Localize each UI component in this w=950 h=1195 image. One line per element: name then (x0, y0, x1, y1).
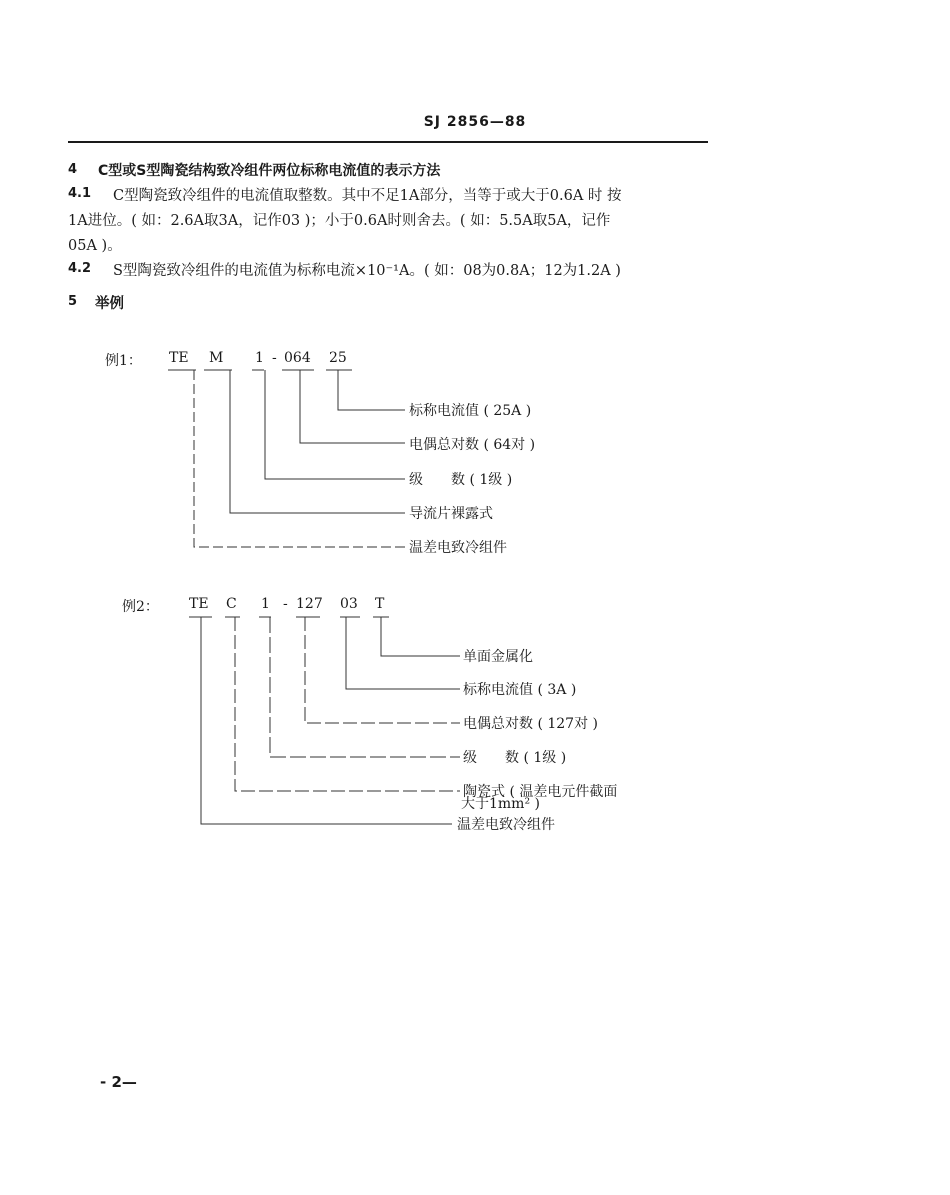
example-2-part-te: TE (189, 596, 209, 612)
section-4-title: C型或S型陶瓷结构致冷组件两位标称电流值的表示方法 (98, 163, 441, 179)
example-2-part-current: 03 (340, 596, 358, 612)
example-2-part-stages: 1 (261, 596, 270, 612)
para-4-1-line-3: 05A )。 (68, 238, 122, 254)
example-2-annotation-type-line-1: 陶瓷式 ( 温差电元件截面 (463, 784, 618, 800)
para-4-2-number: 4.2 (68, 261, 92, 276)
para-4-1-line-1: C型陶瓷致冷组件的电流值取整数。其中不足1A部分，当等于或大于0.6A 时 按 (113, 188, 622, 204)
example-2-annotation-current: 标称电流值 ( 3A ) (463, 682, 577, 698)
example-2-annotation-metallization: 单面金属化 (463, 649, 533, 665)
example-1-annotation-stages: 级 数 ( 1级 ) (409, 472, 513, 488)
example-1-annotation-pairs: 电偶总对数 ( 64对 ) (409, 437, 536, 453)
section-5-number: 5 (68, 294, 78, 309)
para-4-1-line-2: 1A进位。( 如：2.6A取3A，记作03 )；小于0.6A时则舍去。( 如：5.5A取5A，记作 (68, 213, 611, 229)
example-1-annotation-te: 温差电致冷组件 (409, 540, 507, 556)
example-2-part-dash: - (283, 596, 288, 612)
example-2-annotation-te: 温差电致冷组件 (457, 817, 555, 833)
example-1-part-stages: 1 (255, 350, 264, 366)
para-4-1-number: 4.1 (68, 186, 92, 201)
section-4-number: 4 (68, 162, 78, 177)
example-2-part-metallization: T (375, 596, 385, 612)
para-4-2-text: S型陶瓷致冷组件的电流值为标称电流×10⁻¹A。( 如：08为0.8A；12为1.2A ) (113, 263, 621, 279)
page-number: - 2— (100, 1073, 137, 1091)
example-2-label: 例2： (122, 599, 159, 615)
example-1-part-te: TE (169, 350, 189, 366)
example-1-annotation-type: 导流片裸露式 (409, 506, 493, 522)
example-1-part-type: M (209, 350, 224, 366)
example-2-annotation-type-line-2: 大于1mm² ) (461, 796, 540, 812)
example-1-label: 例1： (105, 353, 142, 369)
example-2-annotation-pairs: 电偶总对数 ( 127对 ) (463, 716, 598, 732)
example-1-part-pairs: 064 (284, 350, 311, 366)
example-2-annotation-stages: 级 数 ( 1级 ) (463, 750, 567, 766)
example-1-part-current: 25 (329, 350, 347, 366)
example-1-annotation-current: 标称电流值 ( 25A ) (409, 403, 532, 419)
example-1-part-dash: - (272, 350, 277, 366)
example-2-part-type: C (226, 596, 237, 612)
section-5-title: 举例 (95, 296, 124, 312)
example-2-part-pairs: 127 (296, 596, 323, 612)
document-code-header: SJ 2856—88 (423, 114, 527, 130)
